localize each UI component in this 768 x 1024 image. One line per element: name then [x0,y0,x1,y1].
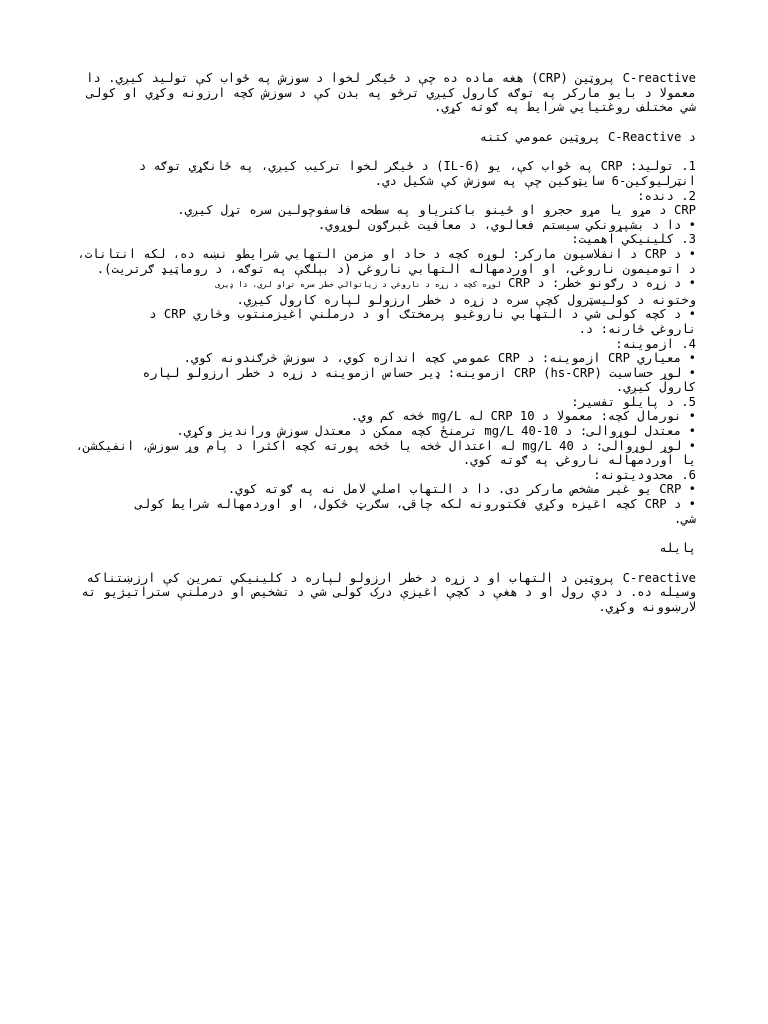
spacer [72,526,696,541]
list-item: • معتدل لوړوالی: د 10-40 mg/L ترمنځ کچه ممکن د معتدل سوزش ورانديز وکړي. [176,424,696,439]
section-limitations-title: 6. محدوديتونه: [593,467,696,482]
conclusion-paragraph: C-reactive پروټین د التهاب او د زړه د خطر ارزولو لپاره د کلينيکي تمرين کې ارزښتناکه وسيله ده. د دې رول او د هغې د کچې اغيزې درک کولی شي د تشخيص او درملنې ستراتيژيو ته لارښوونه وکړي. [81,570,696,614]
spacer [72,556,696,571]
intro-paragraph: C-reactive پروټین (CRP) هغه ماده ده چې د ځيګر لخوا د سوزش په ځواب کې توليد کيږي. دا معمولا د بايو مارکر په توګه کارول کيږي ترڅو په بدن کې د سوزش کچه ارزونه وکړي او کولی شي مختلف روغتيايي شرايط په ګوته کړي. [86,71,696,115]
section-clinical-title: 3. کلينيکي اهميت: [571,232,696,247]
list-item: CRP د مړو يا مړو حجرو او ځينو باکترياو په سطحه فاسفوچولين سره تړل کيږي. [177,203,696,218]
section-testing-title: 4. ازموينه: [615,336,696,351]
section-interpretation-title: 5. د پايلو تفسير: [571,394,696,409]
list-item: • CRP يو غير مشخص مارکر دی. دا د التهاب اصلي لامل نه په ګوته کوي. [227,482,696,497]
list-item: وختونه د کوليسټرول کچې سره د زړه د خطر ارزولو لپاره کارول کيږي. [236,292,696,307]
list-item: • معياري CRP ازموينه: د CRP عمومي کچه اندازه کوي، د سوزش څرګندونه کوي. [183,351,696,366]
document-page [72,71,696,615]
small-note: لوړه کچه د زړه د ناروغۍ د زياتوالي خطر سره تړاو لري، دا ډيری [215,280,501,290]
list-item: • دا د بشپړونکي سيستم فعالوي، د معافيت غبرګون لوړوي. [317,217,696,232]
list-item: • د CRP د انفلاسيون مارکر: لوړه کچه د حاد او مزمن التهابي شرايطو نښه ده، لکه انتانات، د اتوميمون ناروغۍ، او اوردمهاله التهابي ناروغۍ (د بېلګې په توګه، د روماټيډ ګرتريت). [77,246,696,276]
section-function-title: 2. دنده: [637,188,696,203]
list-item-cardio-risk [117,276,696,293]
spacer [72,115,696,130]
section-production-title: 1. توليد: CRP په ځواب کې، يو (IL-6) د ځيګر لخوا ترکيب کيږي، په ځانګړي توګه د انټرليوکين-6 سايټوکين چې په سوزش کې شکيل دي. [138,159,696,188]
list-item: • د CRP کچه اغيزه وکړي فکتورونه لکه چاقۍ، سګرټ څکول، او اوردمهاله شرايط کولی شي. [135,497,696,526]
list-item-cardio-risk-label: • د زړه د رګونو خطر: د CRP [508,276,696,291]
overview-list [72,159,696,526]
spacer [72,144,696,159]
list-item: • لوړ لوړوالی: د 40 mg/L له اعتدال څخه يا څخه پورته کچه اکثرا د پام وړ سوزش، انفيکشن، يا اوردمهاله ناروغۍ په ګوته کوي. [75,438,696,468]
conclusion-heading: پايله [659,541,696,556]
list-item: • نورمال کچه: معمولا د CRP 10 له mg/L څخه کم وي. [350,409,696,424]
list-item: • لوړ حساسيت CRP (hs-CRP) ازموينه: ډير حساس ازموينه د زړه د خطر ارزولو لپاره کارول کيږي. [142,365,696,395]
overview-heading: د C-Reactive پروټین عمومي کتنه [479,129,696,144]
list-item: • د کچه کولی شي د التهابي ناروغيو پرمختګ او د درملني اغيزمنتوب وڅاري CRP د ناروغۍ څارنه: د. [149,307,696,336]
